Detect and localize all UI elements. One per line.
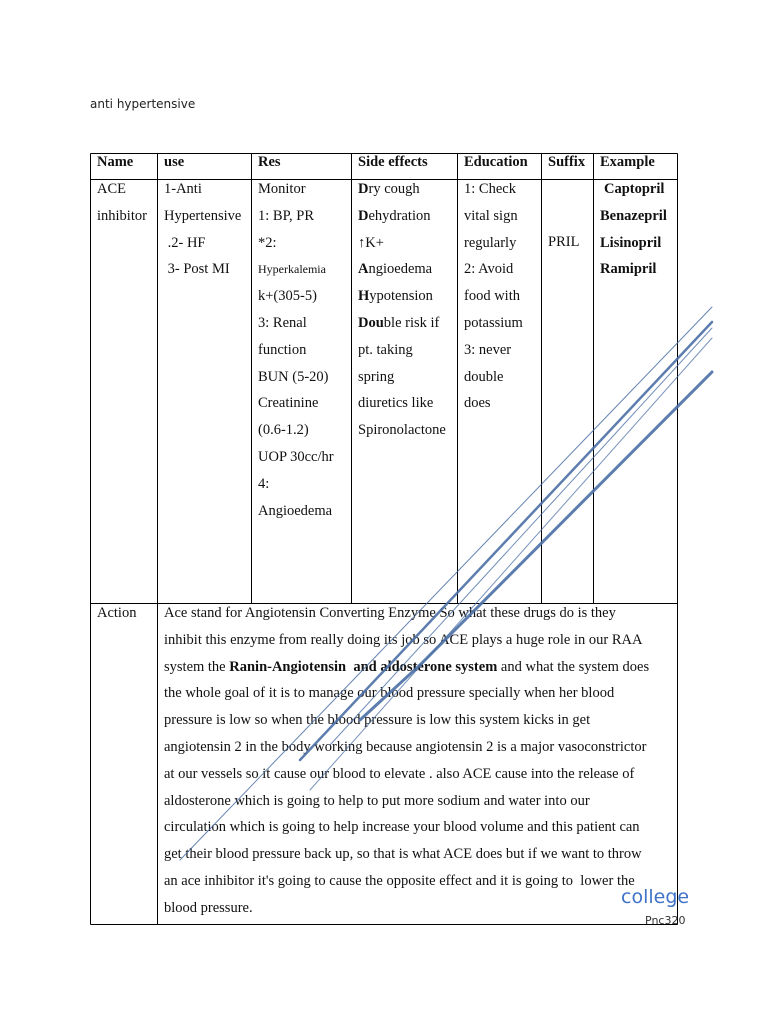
education-line: potassium — [464, 314, 523, 331]
action-line: at our vessels so it cause our blood to elevate . also ACE cause into the release of — [164, 765, 635, 782]
name-line: inhibitor — [97, 207, 147, 224]
side-effect-rest: spring — [358, 368, 395, 385]
res-line: 3: Renal — [258, 314, 307, 331]
education-line: 3: never — [464, 341, 512, 358]
side-effect-line — [358, 256, 446, 283]
res-line: UOP 30cc/hr — [258, 448, 334, 465]
cell-suffix: PRIL — [548, 234, 580, 250]
action-line: blood pressure. — [164, 899, 253, 916]
cell-res — [258, 176, 334, 524]
college-logo-text: college — [621, 886, 690, 908]
name-line: ACE — [97, 181, 126, 197]
side-effect-rest: Spironolactone — [358, 422, 446, 439]
education-line: 1: Check — [464, 181, 516, 197]
res-line: *2: — [258, 234, 277, 251]
action-line: pressure is low so when the blood pressure is low this system kicks in get — [164, 712, 591, 729]
document-title: anti hypertensive — [90, 97, 196, 111]
side-effect-initial: A — [358, 261, 369, 278]
side-effect-rest: ngioedema — [368, 261, 433, 278]
side-effect-line — [358, 230, 446, 257]
side-effect-initial: Dou — [358, 314, 384, 331]
action-line: Ace stand for Angiotensin Converting Enzyme So what these drugs do is they — [164, 605, 616, 621]
action-line: circulation which is going to help increase your blood volume and this patient can — [164, 819, 640, 836]
res-line: Hyperkalemia — [258, 262, 326, 277]
res-line: 4: — [258, 475, 270, 492]
action-text-pre: system the — [164, 658, 230, 675]
header-side-effects: Side effects — [358, 154, 428, 170]
example-drug: Lisinopril — [600, 234, 662, 251]
side-effect-initial: D — [358, 207, 369, 224]
course-code: Pnc320 — [645, 914, 686, 927]
header-suffix: Suffix — [548, 154, 586, 170]
action-label: Action — [97, 605, 137, 621]
action-description — [164, 600, 684, 922]
res-line: k+(305-5) — [258, 288, 317, 305]
education-line: vital sign — [464, 207, 518, 224]
side-effect-line — [358, 337, 446, 364]
header-example: Example — [600, 154, 655, 170]
side-effect-line — [358, 364, 446, 391]
education-line: double — [464, 368, 504, 385]
side-effect-rest: diuretics like — [358, 395, 434, 412]
cell-name — [97, 176, 147, 230]
education-line: food with — [464, 288, 520, 305]
header-education: Education — [464, 154, 528, 170]
example-drug: Ramipril — [600, 261, 657, 278]
action-text-post: and what the system does — [497, 658, 650, 675]
side-effect-line — [358, 176, 446, 203]
use-line: Hypertensive — [164, 207, 242, 224]
side-effect-line — [358, 310, 446, 337]
education-line: 2: Avoid — [464, 261, 514, 278]
cell-education — [464, 176, 523, 417]
res-line: 1: BP, PR — [258, 207, 315, 224]
education-line: does — [464, 395, 491, 412]
res-line: Creatinine — [258, 395, 319, 412]
cell-example — [600, 176, 667, 283]
side-effect-rest: ble risk if — [383, 314, 440, 331]
side-effect-initial: H — [358, 288, 370, 305]
action-line: an ace inhibitor it's going to cause the opposite effect and it is going to lower the — [164, 872, 635, 889]
action-line — [164, 654, 684, 681]
side-effect-rest: ehydration — [368, 207, 431, 224]
use-line: 1-Anti — [164, 181, 202, 197]
res-line: Monitor — [258, 181, 306, 197]
res-line: Angioedema — [258, 502, 333, 519]
action-line: the whole goal of it is to manage our blood pressure specially when her blood — [164, 685, 615, 702]
use-line: .2- HF — [164, 234, 206, 251]
example-drug: Captopril — [604, 181, 665, 197]
res-line: (0.6-1.2) — [258, 422, 309, 439]
cell-use — [164, 176, 241, 283]
res-line: BUN (5-20) — [258, 368, 329, 385]
side-effect-line — [358, 417, 446, 444]
side-effect-rest: pt. taking — [358, 341, 413, 358]
example-drug: Benazepril — [600, 207, 667, 224]
education-line: regularly — [464, 234, 517, 251]
side-effect-rest: ↑K+ — [358, 234, 384, 251]
header-use: use — [164, 154, 185, 170]
use-line: 3- Post MI — [164, 261, 230, 278]
action-line: aldosterone which is going to help to put more sodium and water into our — [164, 792, 590, 809]
action-line: angiotensin 2 in the body working because angiotensin 2 is a major vasoconstrictor — [164, 738, 647, 755]
res-line: function — [258, 341, 307, 358]
side-effect-line — [358, 390, 446, 417]
cell-side-effects — [358, 176, 446, 444]
side-effect-line — [358, 283, 446, 310]
action-line: inhibit this enzyme from really doing its job so ACE plays a huge role in our RAA — [164, 631, 643, 648]
side-effect-rest: ypotension — [369, 288, 433, 305]
header-name: Name — [97, 154, 134, 170]
action-line: get their blood pressure back up, so that is what ACE does but if we want to throw — [164, 846, 642, 863]
side-effect-line — [358, 203, 446, 230]
side-effect-rest: ry cough — [368, 181, 420, 197]
side-effect-initial: D — [358, 181, 369, 197]
raas-term: Ranin-Angiotensin and aldosterone system — [229, 658, 498, 675]
header-res: Res — [258, 154, 281, 170]
